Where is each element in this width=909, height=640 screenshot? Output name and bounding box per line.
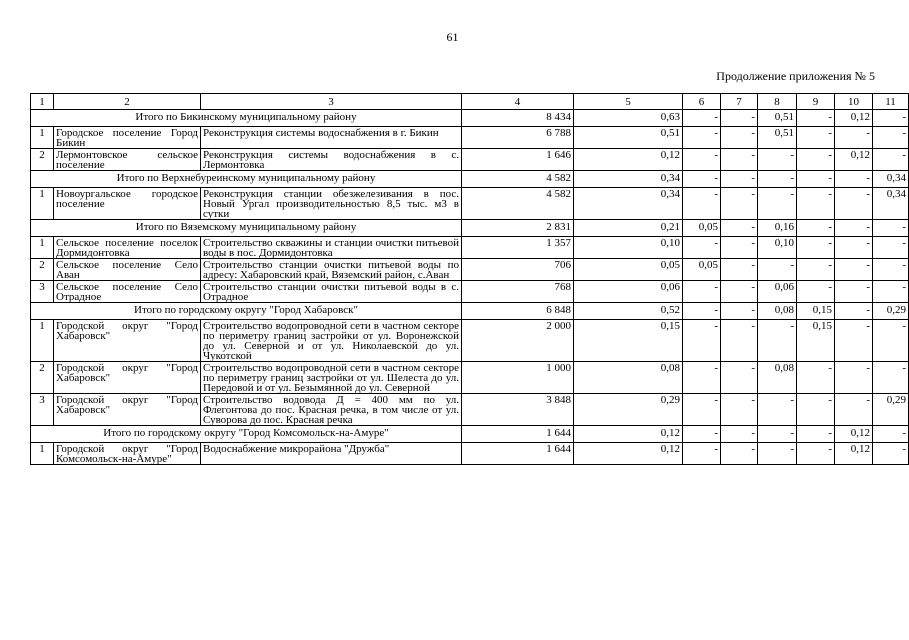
municipality-name: Городской округ "Город Хабаровск" [54, 394, 201, 426]
header-cell: 11 [873, 94, 909, 110]
value-cell: 0,08 [758, 362, 797, 394]
value-cell: - [873, 237, 909, 259]
value-cell: - [835, 127, 873, 149]
project-description: Строительство станции очистки питьевой воды по адресу: Хабаровский край, Вяземский район, с.Аван [201, 259, 462, 281]
value-cell-amount: 1 357 [462, 237, 574, 259]
value-cell-amount: 4 582 [462, 171, 574, 188]
value-cell: 0,12 [835, 426, 873, 443]
district-total-row [31, 220, 909, 237]
project-description: Строительство скважины и станции очистки питьевой воды в пос. Дормидонтовка [201, 237, 462, 259]
value-cell: - [797, 426, 835, 443]
value-cell: 0,12 [835, 149, 873, 171]
value-cell: 0,12 [835, 110, 873, 127]
value-cell: 0,10 [758, 237, 797, 259]
header-cell: 3 [201, 94, 462, 110]
value-cell: - [683, 171, 721, 188]
project-description: Реконструкция станции обезжелезивания в пос. Новый Ургал производительностью 8,5 тыс. м3 в сутки [201, 188, 462, 220]
page-number: 61 [446, 30, 459, 44]
row-number: 1 [31, 188, 54, 220]
value-cell: 0,16 [758, 220, 797, 237]
row-number: 2 [31, 259, 54, 281]
value-cell: - [873, 259, 909, 281]
value-cell: 0,34 [873, 171, 909, 188]
value-cell: - [721, 237, 758, 259]
value-cell: - [683, 362, 721, 394]
value-cell-amount: 1 644 [462, 443, 574, 465]
value-cell: - [721, 220, 758, 237]
district-total-row [31, 110, 909, 127]
header-cell: 9 [797, 94, 835, 110]
value-cell: 0,15 [797, 303, 835, 320]
municipality-name: Сельское поселение поселок Дормидонтовка [54, 237, 201, 259]
value-cell-share: 0,10 [574, 237, 683, 259]
project-row [31, 362, 909, 394]
value-cell: - [835, 259, 873, 281]
value-cell-amount: 8 434 [462, 110, 574, 127]
value-cell: - [758, 149, 797, 171]
district-total-row [31, 426, 909, 443]
value-cell: 0,05 [683, 220, 721, 237]
appendix-continuation-label: Продолжение приложения № 5 [716, 69, 875, 83]
value-cell: - [873, 362, 909, 394]
municipality-name: Новоургальское городское поселение [54, 188, 201, 220]
header-cell: 1 [31, 94, 54, 110]
value-cell: - [835, 281, 873, 303]
value-cell: - [758, 426, 797, 443]
value-cell: - [797, 188, 835, 220]
value-cell: 0,08 [758, 303, 797, 320]
row-number: 3 [31, 394, 54, 426]
value-cell: - [683, 426, 721, 443]
value-cell: - [683, 394, 721, 426]
value-cell-amount: 1 646 [462, 149, 574, 171]
value-cell-share: 0,06 [574, 281, 683, 303]
value-cell: - [835, 394, 873, 426]
value-cell: - [873, 149, 909, 171]
value-cell: - [721, 426, 758, 443]
project-description: Реконструкция системы водоснабжения в г. Бикин [201, 127, 462, 149]
district-total-label: Итого по Верхнебуреинскому муниципальному району [31, 171, 462, 188]
district-total-label: Итого по Бикинскому муниципальному району [31, 110, 462, 127]
project-description: Реконструкция системы водоснабжения в с. Лермонтовка [201, 149, 462, 171]
header-row [31, 94, 909, 110]
municipality-name: Городской округ "Город Комсомольск-на-Амуре" [54, 443, 201, 465]
header-cell: 6 [683, 94, 721, 110]
value-cell: - [721, 362, 758, 394]
project-description: Строительство водопроводной сети в частном секторе по периметру границ застройки от ул. Воронежской до ул. Северной и от ул. Николаевской до ул. Чукотской [201, 320, 462, 362]
value-cell-amount: 6 848 [462, 303, 574, 320]
value-cell: 0,12 [835, 443, 873, 465]
value-cell: - [758, 259, 797, 281]
value-cell: 0,51 [758, 110, 797, 127]
value-cell: - [797, 220, 835, 237]
value-cell-share: 0,63 [574, 110, 683, 127]
value-cell: - [835, 188, 873, 220]
value-cell-share: 0,08 [574, 362, 683, 394]
header-cell: 5 [574, 94, 683, 110]
project-description: Строительство водовода Д = 400 мм по ул. Флегонтова до пос. Красная речка, в том числе от ул. Суворова до пос. Красная речка [201, 394, 462, 426]
district-total-row [31, 303, 909, 320]
row-number: 1 [31, 443, 54, 465]
value-cell: - [721, 188, 758, 220]
value-cell: 0,06 [758, 281, 797, 303]
value-cell: 0,05 [683, 259, 721, 281]
value-cell-share: 0,29 [574, 394, 683, 426]
value-cell: - [758, 394, 797, 426]
project-row [31, 281, 909, 303]
value-cell: - [797, 259, 835, 281]
value-cell-amount: 2 000 [462, 320, 574, 362]
header-cell: 2 [54, 94, 201, 110]
project-row [31, 149, 909, 171]
header-cell: 4 [462, 94, 574, 110]
value-cell: - [835, 171, 873, 188]
value-cell: 0,34 [873, 188, 909, 220]
value-cell: - [721, 281, 758, 303]
project-description: Строительство станции очистки питьевой воды в с. Отрадное [201, 281, 462, 303]
value-cell-share: 0,51 [574, 127, 683, 149]
value-cell-share: 0,05 [574, 259, 683, 281]
project-description: Строительство водопроводной сети в частном секторе по периметру границ застройки от ул. Шелеста до ул. Передовой и от ул. Безымянной до ул. Северной [201, 362, 462, 394]
value-cell-share: 0,12 [574, 426, 683, 443]
project-row [31, 320, 909, 362]
value-cell: - [683, 303, 721, 320]
value-cell: - [797, 110, 835, 127]
project-row [31, 259, 909, 281]
value-cell: - [683, 443, 721, 465]
value-cell-share: 0,34 [574, 171, 683, 188]
value-cell: - [758, 188, 797, 220]
value-cell: - [797, 281, 835, 303]
value-cell: - [721, 110, 758, 127]
value-cell: - [873, 127, 909, 149]
value-cell: - [758, 443, 797, 465]
header-cell: 10 [835, 94, 873, 110]
value-cell: - [835, 303, 873, 320]
projects-table [30, 93, 909, 465]
value-cell: - [797, 127, 835, 149]
value-cell-amount: 768 [462, 281, 574, 303]
project-row [31, 237, 909, 259]
district-total-row [31, 171, 909, 188]
value-cell: - [835, 320, 873, 362]
value-cell: - [873, 220, 909, 237]
value-cell: - [721, 320, 758, 362]
value-cell: - [721, 303, 758, 320]
district-total-label: Итого по городскому округу "Город Комсомольск-на-Амуре" [31, 426, 462, 443]
municipality-name: Городской округ "Город Хабаровск" [54, 362, 201, 394]
value-cell: 0,15 [797, 320, 835, 362]
value-cell: - [797, 149, 835, 171]
value-cell: - [873, 281, 909, 303]
value-cell: - [873, 320, 909, 362]
value-cell: - [835, 220, 873, 237]
value-cell-amount: 706 [462, 259, 574, 281]
header-cell: 7 [721, 94, 758, 110]
value-cell-amount: 2 831 [462, 220, 574, 237]
district-total-label: Итого по Вяземскому муниципальному району [31, 220, 462, 237]
value-cell-share: 0,12 [574, 443, 683, 465]
project-row [31, 127, 909, 149]
value-cell: - [873, 443, 909, 465]
value-cell-amount: 1 644 [462, 426, 574, 443]
municipality-name: Городское поселение Город Бикин [54, 127, 201, 149]
header-cell: 8 [758, 94, 797, 110]
row-number: 2 [31, 362, 54, 394]
value-cell: - [758, 320, 797, 362]
value-cell-share: 0,15 [574, 320, 683, 362]
value-cell: 0,29 [873, 303, 909, 320]
municipality-name: Сельское поселение Село Отрадное [54, 281, 201, 303]
value-cell-share: 0,52 [574, 303, 683, 320]
row-number: 1 [31, 320, 54, 362]
value-cell-amount: 1 000 [462, 362, 574, 394]
value-cell: - [721, 149, 758, 171]
value-cell: - [721, 259, 758, 281]
value-cell: - [797, 394, 835, 426]
value-cell: - [683, 237, 721, 259]
value-cell: - [683, 188, 721, 220]
value-cell: 0,51 [758, 127, 797, 149]
municipality-name: Лермонтовское сельское поселение [54, 149, 201, 171]
value-cell: - [683, 127, 721, 149]
project-row [31, 394, 909, 426]
value-cell: - [721, 394, 758, 426]
value-cell: - [835, 237, 873, 259]
value-cell: - [683, 320, 721, 362]
value-cell: - [758, 171, 797, 188]
value-cell: - [797, 171, 835, 188]
project-row [31, 188, 909, 220]
district-total-label: Итого по городскому округу "Город Хабаровск" [31, 303, 462, 320]
value-cell: - [721, 171, 758, 188]
value-cell: - [835, 362, 873, 394]
value-cell: - [721, 443, 758, 465]
municipality-name: Сельское поселение Село Аван [54, 259, 201, 281]
row-number: 3 [31, 281, 54, 303]
value-cell: - [797, 362, 835, 394]
row-number: 1 [31, 237, 54, 259]
value-cell: - [683, 281, 721, 303]
municipality-name: Городской округ "Город Хабаровск" [54, 320, 201, 362]
value-cell-amount: 4 582 [462, 188, 574, 220]
row-number: 1 [31, 127, 54, 149]
value-cell: - [683, 110, 721, 127]
value-cell: - [797, 237, 835, 259]
value-cell-share: 0,12 [574, 149, 683, 171]
value-cell: - [873, 426, 909, 443]
value-cell: - [873, 110, 909, 127]
value-cell: - [797, 443, 835, 465]
value-cell-amount: 3 848 [462, 394, 574, 426]
value-cell: - [683, 149, 721, 171]
value-cell-share: 0,21 [574, 220, 683, 237]
project-row [31, 443, 909, 465]
value-cell-share: 0,34 [574, 188, 683, 220]
value-cell: 0,29 [873, 394, 909, 426]
value-cell-amount: 6 788 [462, 127, 574, 149]
row-number: 2 [31, 149, 54, 171]
value-cell: - [721, 127, 758, 149]
project-description: Водоснабжение микрорайона "Дружба" [201, 443, 462, 465]
